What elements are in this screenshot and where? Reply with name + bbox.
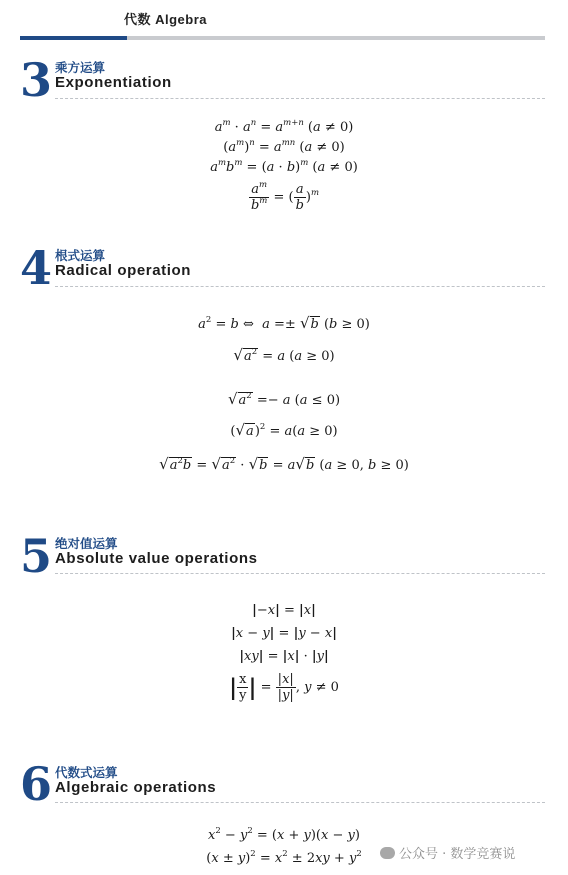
formula-abs-quotient: | $\frac{x}{y}$ | = $\frac{|x|}{|y|}$ , y ≠ 0	[229, 672, 339, 703]
header-divider-accent	[20, 36, 127, 40]
section-title-en: Exponentiation	[55, 74, 172, 91]
watermark	[380, 843, 515, 862]
formula-abs-negation: |−x| = |x|	[252, 603, 316, 618]
formula-square-of-binomial: $(x \pm y)^2 = x^2 \pm 2xy + y^2$	[206, 849, 362, 866]
formula-abs-product: |xy| = |x| · |y|	[239, 649, 329, 664]
formula-power-of-product: $a^mb^m = (a \cdot b)^m$ (a ≠ 0)	[210, 158, 358, 175]
section-number: 4	[20, 241, 53, 295]
section-divider	[55, 573, 545, 574]
section-title-cn: 代数式运算	[55, 765, 118, 780]
section-divider	[55, 802, 545, 803]
formula-root-of-square-negative: $√a^2 =- a$ (a ≤ 0)	[227, 390, 341, 408]
section-number: 3	[20, 53, 53, 107]
wechat-icon	[380, 847, 395, 859]
formula-square-of-root: $(√a)^2 = a(a \ge 0)$	[230, 421, 338, 439]
formula-root-of-product: $√a^2b = √a^2 \cdot √b = a√b$ (a ≥ 0, b ≥ 0)	[159, 455, 409, 473]
section-title-en: Absolute value operations	[55, 550, 258, 567]
section-divider	[55, 286, 545, 287]
section-title-cn: 根式运算	[55, 248, 106, 263]
section-title-cn: 绝对值运算	[55, 536, 118, 551]
formula-power-of-quotient: $\frac{a^m}{b^m}$ = ( $\frac{a}{b}$ )$^m$	[250, 180, 320, 213]
formula-exponent-product: $a^m \cdot a^n = a^{m+n}$ (a ≠ 0)	[214, 118, 354, 135]
section-title-en: Algebraic operations	[55, 779, 217, 796]
formula-square-root-definition: $a^2 = b$ ⇔ a =± √b (b ≥ 0)	[198, 314, 370, 332]
section-title-cn: 乘方运算	[55, 60, 106, 75]
section-title-en: Radical operation	[55, 262, 192, 279]
formula-abs-difference: |x − y| = |y − x|	[231, 626, 337, 641]
watermark-text: 公众号 · 数学竞赛说	[399, 847, 516, 862]
section-divider	[55, 98, 545, 99]
section-number: 5	[20, 529, 53, 583]
page-header-title: 代数 Algebra	[124, 12, 208, 27]
section-number: 6	[20, 757, 53, 811]
formula-power-of-power: $(a^m)^n = a^{mn}$ (a ≠ 0)	[223, 138, 345, 155]
formula-root-of-square-positive: $√a^2 = a$ (a ≥ 0)	[233, 346, 335, 364]
formula-difference-of-squares: $x^2 - y^2 = (x + y)(x - y)$	[208, 826, 360, 843]
